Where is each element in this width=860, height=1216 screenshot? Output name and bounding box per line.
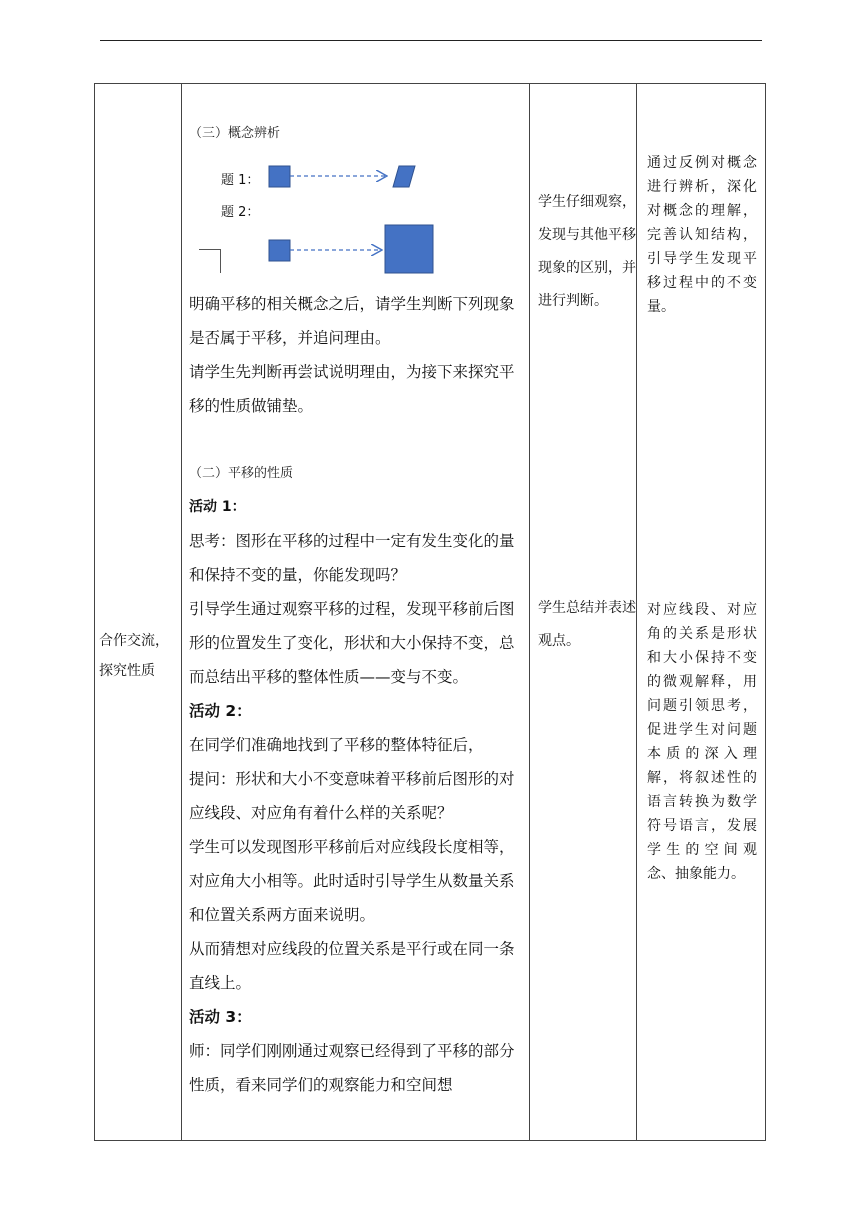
activity-text: 师：同学们刚刚通过观察已经得到了平移的部分性质，看来同学们的观察能力和空间想: [189, 1042, 515, 1094]
large-square-shape: [385, 225, 433, 273]
activities-block: [189, 490, 527, 1102]
student-activity-2: 学生总结并表述观点。: [538, 600, 636, 649]
lesson-table: [94, 83, 766, 1141]
activity-2-label: 活动 2：: [189, 702, 252, 720]
design-intent-2: 对应线段、对应角的关系是形状和大小保持不变的微观解释，用问题引领思考，促进学生对问题本质的深入理解，将叙述性的语言转换为数学符号语言，发展学生的空间观念、抽象能力。: [647, 602, 757, 882]
activity-text: 在同学们准确地找到了平移的整体特征后，: [189, 736, 484, 754]
activity-text: 从而猜想对应线段的位置关系是平行或在同一条直线上。: [189, 940, 515, 992]
header-rule: [100, 40, 762, 41]
activity-text: 学生可以发现图形平移前后对应线段长度相等，对应角大小相等。此时适时引导学生从数量关系和位置关系两方面来说明。: [189, 838, 515, 924]
section-heading-concept: （三）概念辨析: [189, 126, 281, 141]
translation-diagrams: [189, 154, 449, 284]
stage-label: 合作交流，探究性质: [99, 633, 169, 679]
original-square-shape: [269, 166, 290, 187]
question-1-label: 题 1：: [221, 173, 260, 188]
activity-text: 思考：图形在平移的过程中一定有发生变化的量和保持不变的量，你能发现吗？: [189, 532, 515, 584]
activity-1-label: 活动 1：: [189, 499, 246, 515]
student-activity-1: 学生仔细观察，发现与其他平移现象的区别，并进行判断。: [538, 194, 636, 309]
column-divider: [529, 84, 530, 1140]
concept-paragraphs: [189, 287, 527, 423]
concept-paragraph: 明确平移的相关概念之后，请学生判断下列现象是否属于平移，并追问理由。: [189, 295, 515, 347]
activity-text: 提问：形状和大小不变意味着平移前后图形的对应线段、对应角有着什么样的关系呢？: [189, 770, 515, 822]
section-heading-properties: （二）平移的性质: [189, 466, 294, 481]
activity-text: 引导学生通过观察平移的过程，发现平移前后图形的位置发生了变化，形状和大小保持不变，总而总结出平移的整体性质——变与不变。: [189, 600, 515, 686]
column-divider: [181, 84, 182, 1140]
corner-mark: [199, 249, 221, 273]
parallelogram-shape: [393, 166, 415, 187]
design-intent-1: 通过反例对概念进行辨析，深化对概念的理解，完善认知结构，引导学生发现平移过程中的不变量。: [647, 155, 757, 315]
question-2-label: 题 2：: [221, 205, 260, 220]
column-divider: [636, 84, 637, 1140]
concept-paragraph: 请学生先判断再尝试说明理由，为接下来探究平移的性质做铺垫。: [189, 363, 515, 415]
small-square-shape: [269, 240, 290, 261]
activity-3-label: 活动 3：: [189, 1008, 252, 1026]
